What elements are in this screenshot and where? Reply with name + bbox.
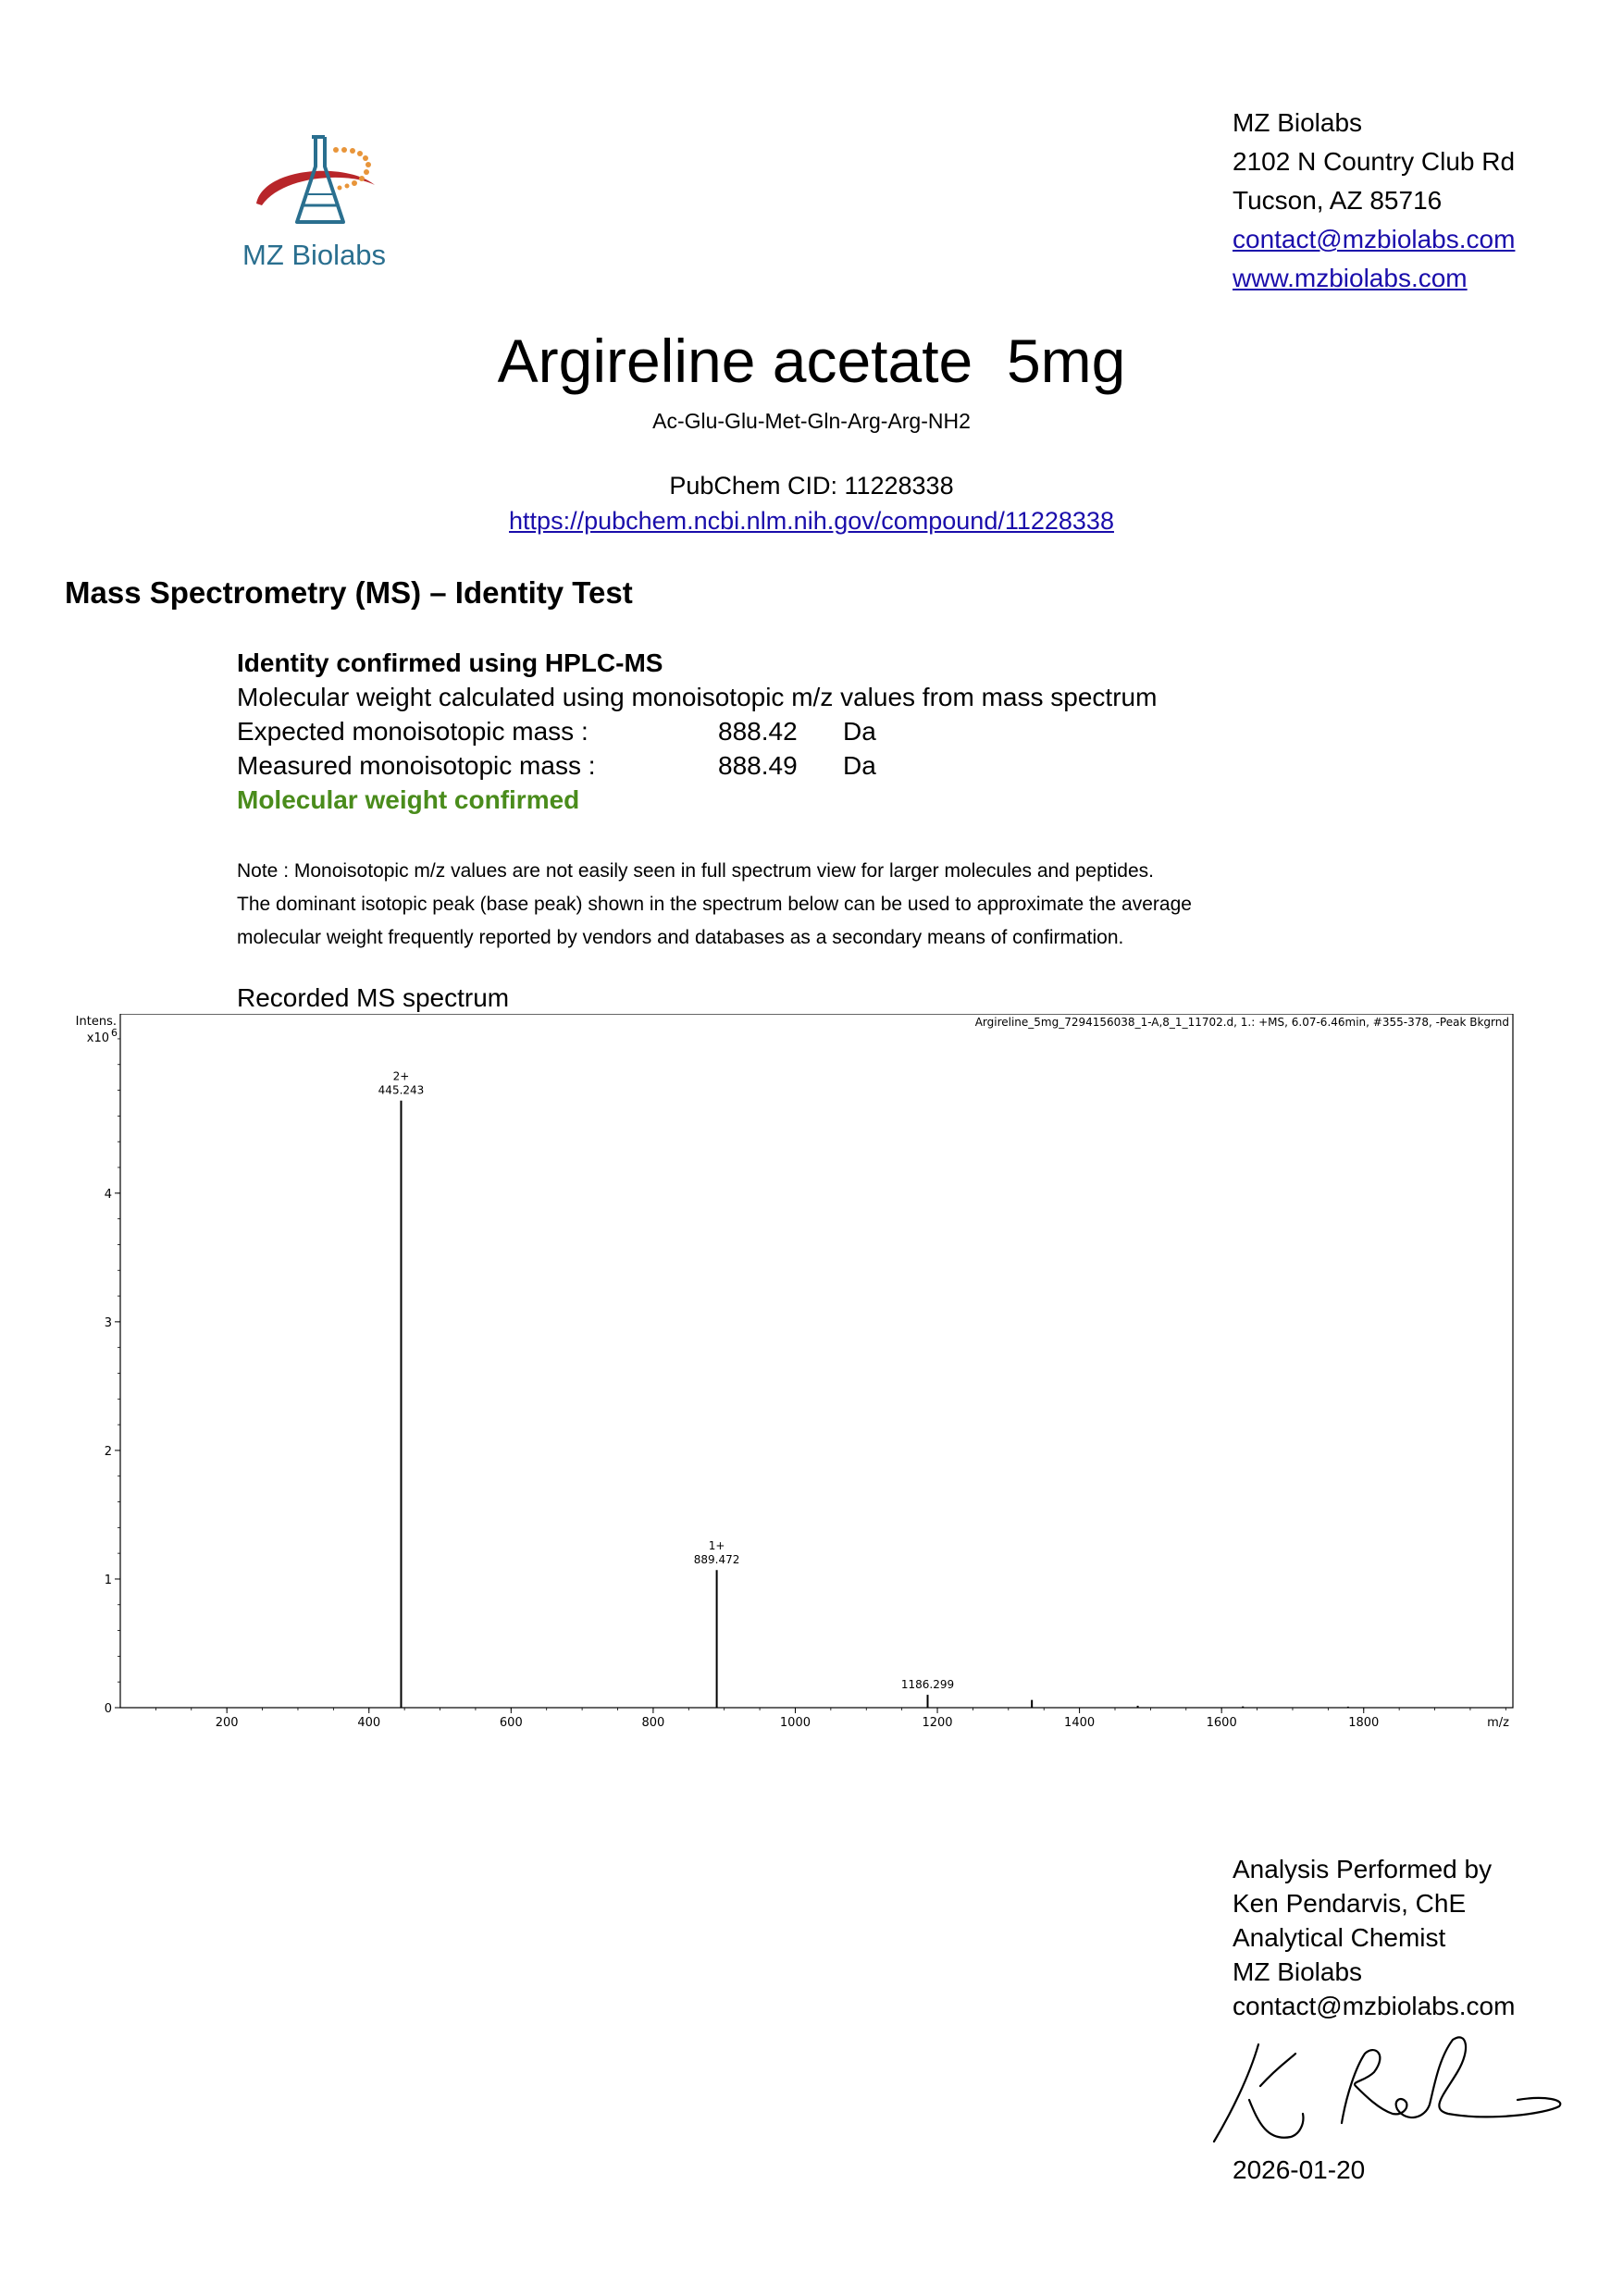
x-tick-label: 1400 <box>1064 1716 1096 1730</box>
y-tick-label: 0 <box>104 1702 112 1716</box>
peak-mz-label: 445.243 <box>378 1083 425 1097</box>
note-line-3: molecular weight frequently reported by vendors and databases as a secondary means of confirmation. <box>237 927 1124 948</box>
note-line-1: Note : Monoisotopic m/z values are not easily seen in full spectrum view for larger molecules and peptides. <box>237 860 1154 882</box>
peak-charge-label: 1+ <box>708 1539 725 1553</box>
contact-street: 2102 N Country Club Rd <box>1233 147 1516 176</box>
report-date: 2026-01-20 <box>1233 2155 1366 2184</box>
identity-method: Molecular weight calculated using monoisotopic m/z values from mass spectrum <box>237 683 1158 711</box>
pubchem-url-container <box>0 507 1623 536</box>
analysis-line-2: Ken Pendarvis, ChE <box>1233 1889 1467 1918</box>
analysis-line-3: Analytical Chemist <box>1233 1923 1446 1952</box>
peak-mz-label: 1186.299 <box>900 1678 955 1692</box>
spectrum-header: Argireline_5mg_7294156038_1-A,8_1_11702.d, 1.: +MS, 6.07-6.46min, #355-378, -Peak Bkgrnd <box>974 1016 1509 1029</box>
x-axis-label: m/z <box>1487 1716 1509 1730</box>
x-tick-label: 800 <box>641 1716 665 1730</box>
expected-mass-label: Expected monoisotopic mass : <box>237 717 588 746</box>
measured-mass-label: Measured monoisotopic mass : <box>237 751 596 780</box>
x-tick-label: 200 <box>215 1716 239 1730</box>
pubchem-cid: PubChem CID: 11228338 <box>669 472 954 500</box>
y-axis-label: Intens. <box>75 1015 117 1029</box>
contact-email-link[interactable]: contact@mzbiolabs.com <box>1233 225 1516 253</box>
identity-summary <box>237 646 1157 817</box>
contact-city: Tucson, AZ 85716 <box>1233 186 1443 215</box>
measured-mass-row <box>237 748 1157 783</box>
x-tick-label: 1800 <box>1348 1716 1380 1730</box>
note-block <box>237 855 1192 955</box>
contact-website-link[interactable]: www.mzbiolabs.com <box>1233 264 1468 292</box>
x-tick-label: 400 <box>357 1716 381 1730</box>
handwritten-signature <box>1203 2021 1573 2160</box>
logo-text: MZ Biolabs <box>242 239 387 271</box>
measured-mass-unit: Da <box>843 751 876 780</box>
section-heading: Mass Spectrometry (MS) – Identity Test <box>65 575 633 610</box>
pubchem-link[interactable]: https://pubchem.ncbi.nlm.nih.gov/compound/11228338 <box>509 507 1114 535</box>
contact-company: MZ Biolabs <box>1233 108 1363 137</box>
analysis-line-1: Analysis Performed by <box>1233 1855 1493 1883</box>
ms-spectrum-chart <box>56 1014 1527 1754</box>
y-tick-label: 4 <box>104 1187 112 1202</box>
x-tick-label: 1600 <box>1206 1716 1237 1730</box>
expected-mass-value: 888.42 <box>718 717 798 746</box>
x-tick-label: 600 <box>499 1716 523 1730</box>
contact-block <box>1233 104 1515 298</box>
analysis-line-5: contact@mzbiolabs.com <box>1233 1992 1516 2020</box>
note-line-2: The dominant isotopic peak (base peak) shown in the spectrum below can be used to approximate the average <box>237 894 1192 915</box>
y-tick-label: 1 <box>104 1573 112 1587</box>
y-tick-label: 2 <box>104 1444 112 1459</box>
peptide-sequence: Ac-Glu-Glu-Met-Gln-Arg-Arg-NH2 <box>652 409 971 433</box>
spectrum-title: Recorded MS spectrum <box>237 983 510 1012</box>
analysis-line-4: MZ Biolabs <box>1233 1957 1363 1986</box>
x-tick-label: 1200 <box>922 1716 953 1730</box>
identity-headline: Identity confirmed using HPLC-MS <box>237 648 663 677</box>
analysis-block <box>1233 1852 1515 2023</box>
peak-charge-label: 2+ <box>392 1069 410 1083</box>
y-tick-label: 3 <box>104 1315 112 1330</box>
plot-frame <box>120 1014 1513 1708</box>
product-title: Argireline acetate 5mg <box>497 327 1126 395</box>
result-confirmed: Molecular weight confirmed <box>237 785 580 814</box>
y-axis-unit: x10 <box>86 1031 109 1045</box>
peak-mz-label: 889.472 <box>693 1553 740 1567</box>
y-axis-unit-exponent: 6 <box>111 1027 118 1039</box>
x-tick-label: 1000 <box>779 1716 812 1730</box>
expected-mass-unit: Da <box>843 717 876 746</box>
expected-mass-row <box>237 714 1157 748</box>
measured-mass-value: 888.49 <box>718 751 798 780</box>
